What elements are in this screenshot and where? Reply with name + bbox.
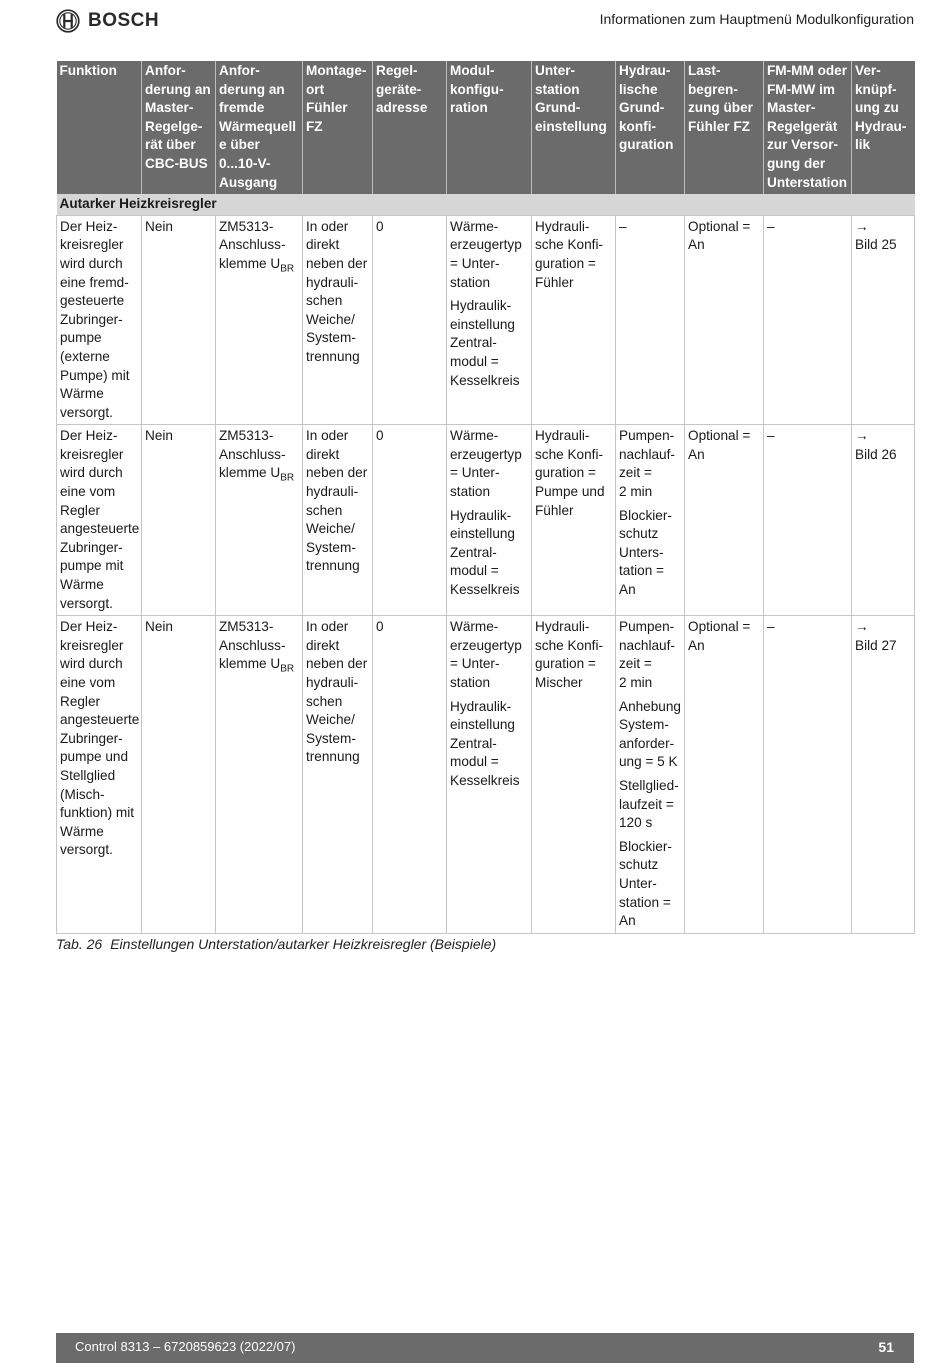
cell-verknuepfung: [852, 616, 915, 934]
cell-modulkonfiguration: [447, 425, 532, 616]
column-header: Unter- station Grund- einstellung: [532, 61, 616, 194]
brand-name: BOSCH: [88, 10, 160, 31]
arrow-right-icon: →: [855, 218, 869, 234]
cell-hydraulische-grundkonfiguration: [616, 616, 685, 934]
cell-paragraph: Pumpen- nachlauf- zeit = 2 min: [619, 619, 675, 690]
table-header-row: [57, 61, 915, 194]
cell-adresse: 0: [373, 425, 447, 616]
arrow-right-icon: →: [855, 428, 869, 444]
caption-label: Tab. 26: [56, 936, 103, 952]
cell-fm-mm: –: [764, 425, 852, 616]
cell-lastbegrenzung: Optional = An: [685, 616, 764, 934]
cell-cbc-bus: Nein: [142, 425, 216, 616]
caption-text: Einstellungen Unterstation/autarker Heizkreisregler (Beispiele): [110, 936, 497, 952]
cell-ausgang: [216, 616, 303, 934]
cell-paragraph: Anhebung System- anforder- ung = 5 K: [619, 698, 681, 770]
cell-funktion: Der Heiz- kreisregler wird durch eine vom Regler angesteuerte Zubringer- pumpe mit Wärme versorgt.: [57, 425, 142, 616]
cell-paragraph: Hydraulik- einstellung Zentral- modul = Kesselkreis: [450, 698, 520, 788]
cell-montageort: In oder direkt neben der hydrauli- schen Weiche/ System- trennung: [303, 215, 373, 425]
cell-montageort: In oder direkt neben der hydrauli- schen Weiche/ System- trennung: [303, 616, 373, 934]
table-row: [57, 215, 915, 425]
cell-lastbegrenzung: Optional = An: [685, 215, 764, 425]
cell-grundeinstellung: Hydrauli- sche Konfi- guration = Fühler: [532, 215, 616, 425]
column-header: Ver- knüpf- ung zu Hydrau- lik: [852, 61, 915, 194]
page-number: 51: [878, 1339, 894, 1355]
page-header: [0, 0, 950, 44]
cell-funktion: Der Heiz- kreisregler wird durch eine vom Regler angesteuerte Zubringer- pumpe und Stellglied (Misch- funktion) mit Wärme versorgt.: [57, 616, 142, 934]
cell-paragraph: Wärme- erzeugertyp = Unter- station: [450, 218, 522, 290]
cell-verknuepfung: [852, 215, 915, 425]
cell-grundeinstellung: Hydrauli- sche Konfi- guration = Mischer: [532, 616, 616, 934]
cell-cbc-bus: Nein: [142, 616, 216, 934]
cell-modulkonfiguration: [447, 215, 532, 425]
cell-paragraph: Hydraulik- einstellung Zentral- modul = Kesselkreis: [450, 507, 520, 598]
cell-grundeinstellung: Hydrauli- sche Konfi- guration = Pumpe und Fühler: [532, 425, 616, 616]
cell-paragraph: Hydraulik- einstellung Zentral- modul = Kesselkreis: [450, 298, 520, 388]
cell-paragraph: Blockier- schutz Unter- station = An: [619, 838, 672, 929]
cell-paragraph: Stellglied- laufzeit = 120 s: [619, 777, 679, 831]
cell-paragraph: –: [619, 218, 627, 234]
table-row: [57, 616, 915, 934]
footer-document-info: Control 8313 – 6720859623 (2022/07): [75, 1339, 296, 1354]
column-header: Anfor- derung an Master- Regelge- rät über CBC-BUS: [142, 61, 216, 194]
figure-reference-link[interactable]: Bild 25: [855, 237, 897, 253]
ausgang-text: ZM5313- Anschluss- klemme U: [219, 619, 286, 672]
ausgang-text: ZM5313- Anschluss- klemme U: [219, 218, 286, 271]
ausgang-text: ZM5313- Anschluss- klemme U: [219, 428, 286, 481]
settings-table: [56, 61, 915, 934]
column-header: Anfor- derung an fremde Wärmequell e über 0...10-V- Ausgang: [216, 61, 303, 194]
settings-table-container: [56, 61, 914, 934]
ausgang-subscript: BR: [280, 473, 295, 485]
figure-reference-link[interactable]: Bild 26: [855, 446, 897, 462]
page-footer: [56, 1333, 914, 1363]
section-row: [57, 194, 915, 215]
column-header: Modul- konfigu- ration: [447, 61, 532, 194]
cell-ausgang: [216, 215, 303, 425]
cell-adresse: 0: [373, 616, 447, 934]
table-row: [57, 425, 915, 616]
section-title: Autarker Heizkreisregler: [57, 194, 915, 215]
bosch-armature-icon: [56, 9, 80, 33]
cell-adresse: 0: [373, 215, 447, 425]
ausgang-subscript: BR: [280, 263, 295, 275]
column-header: Last- begren- zung über Fühler FZ: [685, 61, 764, 194]
table-caption: [56, 936, 496, 952]
cell-cbc-bus: Nein: [142, 215, 216, 425]
cell-paragraph: Blockier- schutz Unters- tation = An: [619, 507, 672, 598]
cell-ausgang: [216, 425, 303, 616]
cell-paragraph: Pumpen- nachlauf- zeit = 2 min: [619, 428, 675, 500]
arrow-right-icon: →: [855, 619, 869, 635]
cell-hydraulische-grundkonfiguration: [616, 425, 685, 616]
cell-verknuepfung: [852, 425, 915, 616]
ausgang-subscript: BR: [280, 664, 295, 676]
cell-paragraph: Wärme- erzeugertyp = Unter- station: [450, 619, 522, 690]
cell-montageort: In oder direkt neben der hydrauli- schen Weiche/ System- trennung: [303, 425, 373, 616]
cell-lastbegrenzung: Optional = An: [685, 425, 764, 616]
page-header-title: Informationen zum Hauptmenü Modulkonfiguration: [599, 11, 914, 27]
column-header: Hydrau- lische Grund- konfi- guration: [616, 61, 685, 194]
cell-funktion: Der Heiz- kreisregler wird durch eine fremd- gesteuerte Zubringer- pumpe (externe Pumpe) mit Wärme versorgt.: [57, 215, 142, 425]
cell-paragraph: Wärme- erzeugertyp = Unter- station: [450, 428, 522, 500]
cell-fm-mm: –: [764, 215, 852, 425]
figure-reference-link[interactable]: Bild 27: [855, 637, 897, 653]
cell-hydraulische-grundkonfiguration: [616, 215, 685, 425]
column-header: Montage- ort Fühler FZ: [303, 61, 373, 194]
column-header: Regel- geräte- adresse: [373, 61, 447, 194]
cell-fm-mm: –: [764, 616, 852, 934]
column-header: Funktion: [57, 61, 142, 194]
bosch-logo: [56, 8, 159, 34]
column-header: FM-MM oder FM-MW im Master- Regelgerät zur Versor- gung der Unterstation: [764, 61, 852, 194]
cell-modulkonfiguration: [447, 616, 532, 934]
